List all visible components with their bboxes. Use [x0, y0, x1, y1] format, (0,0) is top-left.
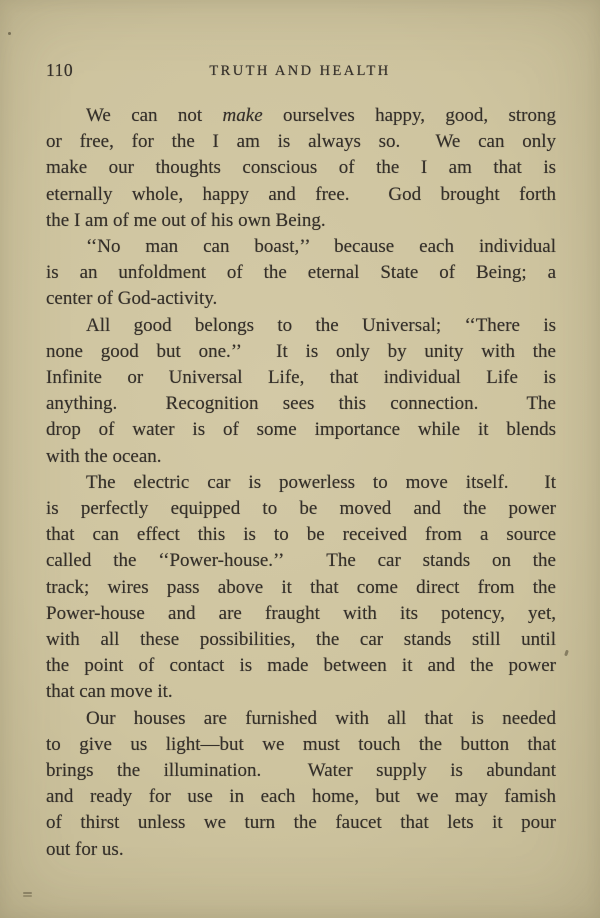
text-line: that can move it. — [46, 681, 173, 703]
text-line: brings the illumination. Water supply is abundant — [46, 760, 556, 782]
text-line: is an unfoldment of the eternal State of Being; a — [46, 262, 556, 284]
text-line: eternally whole, happy and free. God brought forth — [46, 183, 556, 205]
text-segment: ourselves happy, good, strong — [262, 105, 556, 126]
paragraph — [46, 234, 556, 313]
text-line: to give us light—but we must touch the button that — [46, 733, 556, 755]
page-number: 110 — [46, 60, 74, 80]
paper-speck — [564, 650, 569, 657]
paragraph — [46, 470, 556, 706]
text-line: Power-house and are fraught with its potency, yet, — [46, 602, 556, 624]
text-line: the point of contact is made between it and the power — [46, 655, 556, 677]
text-line: none good but one.’’ It is only by unity with the — [46, 340, 556, 362]
text-line: Infinite or Universal Life, that individual Life is — [46, 367, 556, 389]
text-line: called the ‘‘Power-house.’’ The car stands on the — [46, 550, 556, 572]
text-line: ‘‘No man can boast,’’ because each individual — [86, 236, 556, 258]
text-line: The electric car is powerless to move itself. It — [86, 471, 556, 493]
body-text-block — [46, 103, 556, 863]
text-line: anything. Recognition sees this connection. The — [46, 393, 556, 415]
text-line: and ready for use in each home, but we may famish — [46, 786, 556, 808]
text-line: drop of water is of some importance while it blends — [46, 419, 556, 441]
text-line: that can effect this is to be received from a source — [46, 524, 556, 546]
text-line: make our thoughts conscious of the I am that is — [46, 157, 556, 179]
paper-speck — [8, 32, 11, 35]
paper-speck — [23, 892, 32, 894]
text-line: with all these possibilities, the car stands still until — [46, 629, 556, 651]
text-segment: We can not — [86, 105, 223, 126]
text-line: track; wires pass above it that come direct from the — [46, 576, 556, 598]
italic-word: make — [222, 105, 263, 126]
text-line: All good belongs to the Universal; ‘‘There is — [86, 314, 556, 336]
text-line: the I am of me out of his own Being. — [46, 209, 326, 231]
paragraph — [46, 103, 556, 234]
text-line: with the ocean. — [46, 445, 162, 467]
text-line: Our houses are furnished with all that is needed — [86, 707, 556, 729]
text-line: of thirst unless we turn the faucet that lets it pour — [46, 812, 556, 834]
paragraph — [46, 706, 556, 863]
text-line: center of God-activity. — [46, 288, 218, 310]
text-line — [46, 103, 556, 129]
running-header-title: TRUTH AND HEALTH — [209, 63, 391, 79]
text-line: is perfectly equipped to be moved and the power — [46, 498, 556, 520]
text-line: out for us. — [46, 838, 124, 860]
paragraph — [46, 313, 556, 470]
text-line: or free, for the I am is always so. We can only — [46, 131, 556, 153]
